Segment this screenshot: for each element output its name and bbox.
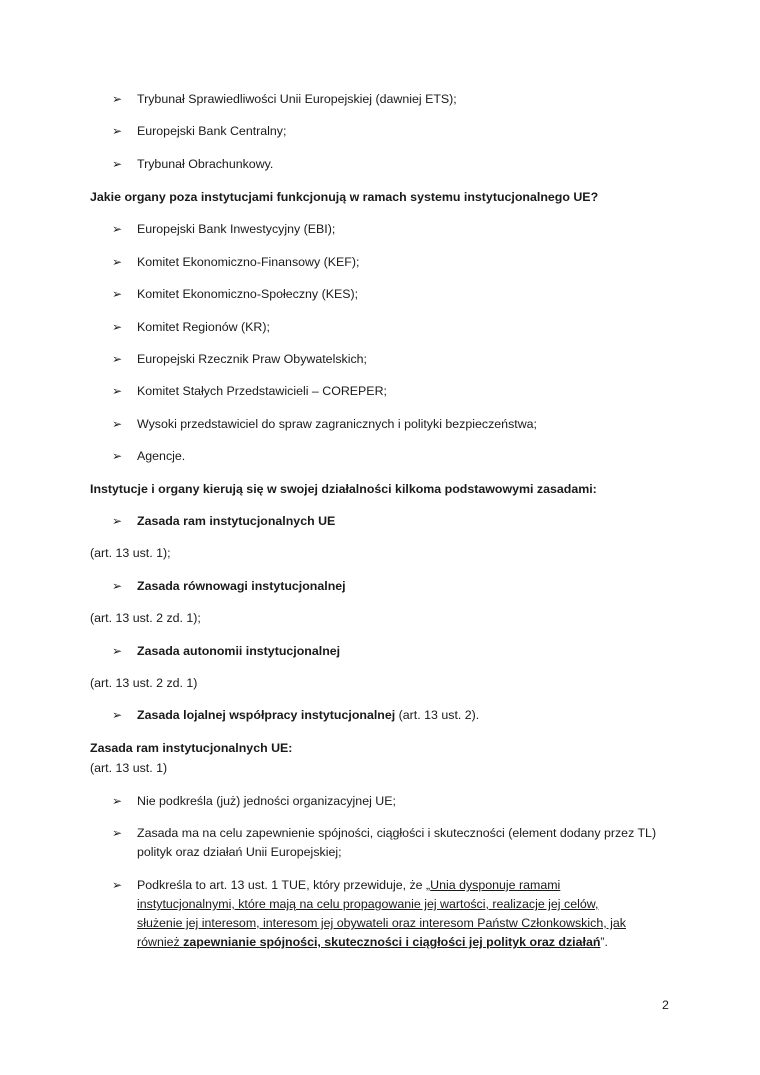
principle-title: Zasada ram instytucjonalnych UE: [137, 514, 336, 528]
principle-reference: (art. 13 ust. 1);: [90, 546, 171, 560]
bullet-arrow-icon: ➢: [112, 708, 123, 722]
list-item: Komitet Regionów (KR);: [137, 320, 270, 334]
list-item: Komitet Ekonomiczno-Społeczny (KES);: [137, 287, 359, 301]
bullet-arrow-icon: ➢: [112, 514, 123, 528]
treaty-quote: również: [137, 935, 184, 949]
bullet-arrow-icon: ➢: [112, 794, 123, 808]
list-item: Europejski Bank Centralny;: [137, 124, 287, 138]
bullet-arrow-icon: ➢: [112, 157, 123, 171]
bullet-arrow-icon: ➢: [112, 92, 123, 106]
bullet-arrow-icon: ➢: [112, 384, 123, 398]
bullet-arrow-icon: ➢: [112, 222, 123, 236]
list-item: Komitet Stałych Przedstawicieli – COREPER;: [137, 384, 387, 398]
section-heading: Jakie organy poza instytucjami funkcjonują w ramach systemu instytucjonalnego UE?: [90, 190, 599, 204]
bullet-arrow-icon: ➢: [112, 287, 123, 301]
principle-reference: (art. 13 ust. 2).: [395, 708, 480, 722]
principle-title: Zasada autonomii instytucjonalnej: [137, 644, 341, 658]
list-item-line: Zasada ma na celu zapewnienie spójności, ciągłości i skuteczności (element dodany przez TL): [137, 826, 657, 840]
bullet-arrow-icon: ➢: [112, 878, 123, 892]
treaty-quote-emphasis: zapewnianie spójności, skuteczności i ciągłości jej polityk oraz działań: [183, 935, 601, 949]
principle-line: [137, 707, 479, 723]
bullet-arrow-icon: ➢: [112, 320, 123, 334]
list-item: Trybunał Sprawiedliwości Unii Europejskiej (dawniej ETS);: [137, 92, 457, 106]
bullet-arrow-icon: ➢: [112, 449, 123, 463]
bullet-arrow-icon: ➢: [112, 644, 123, 658]
treaty-quote: instytucjonalnymi, które mają na celu propagowanie jej wartości, realizacje jej celów,: [137, 897, 599, 911]
treaty-quote: Unia dysponuje ramami: [430, 878, 561, 892]
section-heading: Zasada ram instytucjonalnych UE:: [90, 741, 293, 755]
bullet-arrow-icon: ➢: [112, 826, 123, 840]
bullet-arrow-icon: ➢: [112, 255, 123, 269]
page-number: 2: [662, 998, 669, 1012]
list-item: Wysoki przedstawiciel do spraw zagranicznych i polityki bezpieczeństwa;: [137, 417, 537, 431]
list-item-line: [137, 877, 560, 893]
principle-title: Zasada równowagi instytucjonalnej: [137, 579, 346, 593]
principle-reference: (art. 13 ust. 2 zd. 1): [90, 676, 198, 690]
list-item-line: polityk oraz działań Unii Europejskiej;: [137, 845, 342, 859]
bullet-arrow-icon: ➢: [112, 352, 123, 366]
bullet-arrow-icon: ➢: [112, 579, 123, 593]
list-item: Europejski Bank Inwestycyjny (EBI);: [137, 222, 336, 236]
list-item: Agencje.: [137, 449, 186, 463]
principle-reference: (art. 13 ust. 2 zd. 1);: [90, 611, 201, 625]
treaty-quote: służenie jej interesom, interesom jej obywateli oraz interesom Państw Członkowskich, jak: [137, 916, 626, 930]
list-item: Nie podkreśla (już) jedności organizacyjnej UE;: [137, 794, 396, 808]
quote-suffix: ”.: [600, 935, 608, 949]
bullet-arrow-icon: ➢: [112, 124, 123, 138]
bullet-arrow-icon: ➢: [112, 417, 123, 431]
list-item: Komitet Ekonomiczno-Finansowy (KEF);: [137, 255, 360, 269]
list-item: Trybunał Obrachunkowy.: [137, 157, 274, 171]
list-item: Europejski Rzecznik Praw Obywatelskich;: [137, 352, 367, 366]
section-heading: Instytucje i organy kierują się w swojej działalności kilkoma podstawowymi zasadami:: [90, 482, 597, 496]
section-reference: (art. 13 ust. 1): [90, 761, 168, 775]
principle-title: Zasada lojalnej współpracy instytucjonalnej: [137, 708, 396, 722]
quote-prefix: Podkreśla to art. 13 ust. 1 TUE, który przewiduje, że „: [137, 878, 431, 892]
list-item-line: [137, 934, 608, 950]
